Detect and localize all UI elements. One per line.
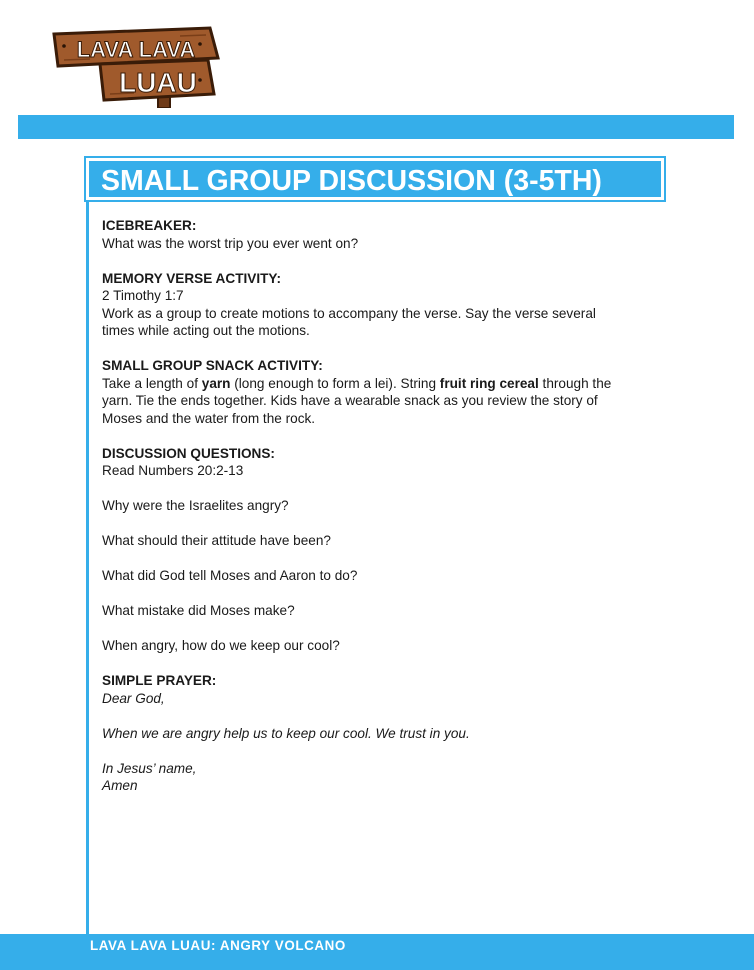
footer-text: LAVA LAVA LUAU: ANGRY VOLCANO [90,938,346,953]
icebreaker-heading: ICEBREAKER: [102,218,197,233]
discussion-question: What mistake did Moses make? [102,603,295,618]
snack-text-part2: (long enough to form a lei). String [230,375,440,391]
header-band [18,115,734,139]
memory-verse-text-line2: times while acting out the motions. [102,323,310,338]
icebreaker-text: What was the worst trip you ever went on? [102,235,359,251]
discussion-reading: Read Numbers 20:2-13 [102,463,244,478]
snack-cereal: fruit ring cereal [439,375,539,391]
lava-lava-luau-logo [50,24,220,108]
document-body [102,217,702,795]
discussion-question: Why were the Israelites angry? [102,498,289,513]
snack-yarn: yarn [201,375,231,391]
discussion-question: What did God tell Moses and Aaron to do? [102,568,358,583]
logo-text-line1: LAVA LAVA [76,37,196,62]
snack-text-part3: through the [538,375,612,391]
snack-text-line2: yarn. Tie the ends together. Kids have a wearable snack as you review the story of [102,393,598,408]
discussion-heading: DISCUSSION QUESTIONS: [102,445,275,461]
prayer-amen: Amen [102,778,138,793]
title-bar [86,158,664,200]
snack-heading: SMALL GROUP SNACK ACTIVITY: [102,358,323,373]
page-title: SMALL GROUP DISCUSSION (3-5TH) [101,165,602,197]
prayer-body: When we are angry help us to keep our cool. We trust in you. [102,725,470,741]
snack-text-line3: Moses and the water from the rock. [102,410,316,426]
discussion-question: When angry, how do we keep our cool? [102,638,340,653]
prayer-heading: SIMPLE PRAYER: [102,673,217,688]
left-rule [86,158,89,938]
discussion-question: What should their attitude have been? [102,533,331,548]
snack-text-line1 [102,375,702,393]
prayer-greeting: Dear God, [102,690,165,706]
memory-verse-text-line1: Work as a group to create motions to accompany the verse. Say the verse several [102,305,596,321]
footer-band [0,934,754,970]
prayer-closing: In Jesus’ name, [102,760,197,776]
snack-text-part1: Take a length of [102,375,202,391]
memory-verse-heading: MEMORY VERSE ACTIVITY: [102,270,282,286]
logo-text-line2: LUAU [119,67,197,98]
memory-verse-reference: 2 Timothy 1:7 [102,288,184,303]
